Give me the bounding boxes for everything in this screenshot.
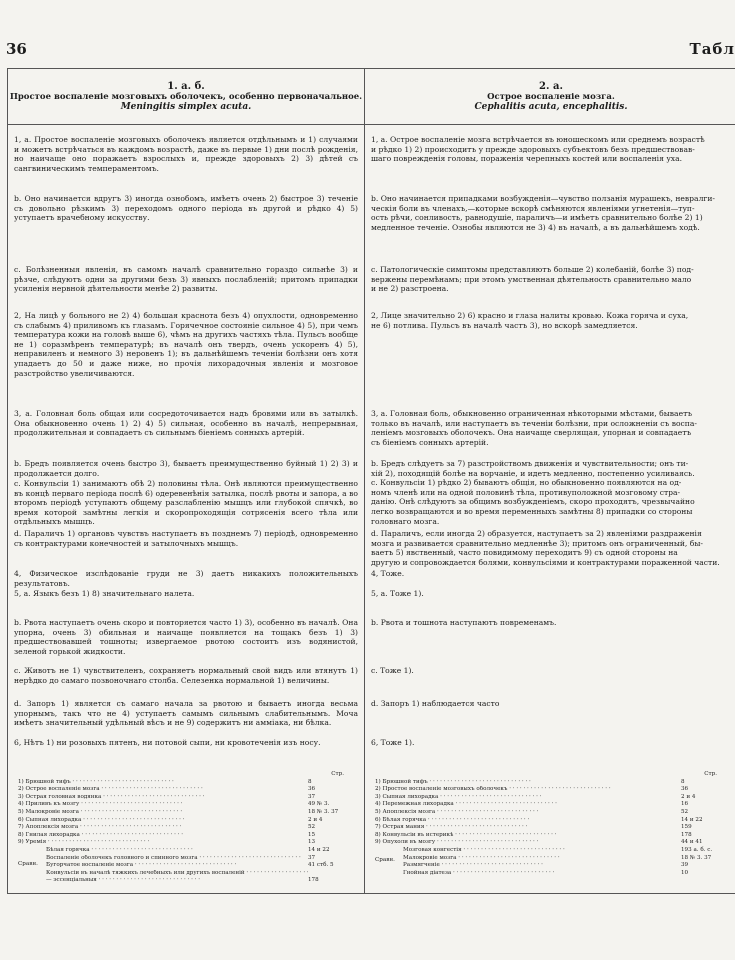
list-item	[375, 779, 729, 787]
ref-page: 8	[681, 778, 685, 785]
left-para-2: 2, На лицѣ у больного не 2) 4) большая краснота безъ 4) опухлости, одновременно съ слабымъ 4) приливомъ къ глазамъ. Горячечное состояніе сильное 4) 5), при чемъ температура кожи на головѣ выше 6), чѣмъ на другихъ частяхъ тѣла. Пульсъ вообще не 1) соразмѣренъ температурѣ; въ началѣ онъ твердъ, очень ускоренъ 4) 5), неправиленъ и немного 3) неровенъ 1); въ дальнѣйшемъ теченіи болѣзни онъ хотя упадаетъ до 50 и даже ниже, но прочія лихорадочныя явленія и мозговое разстройство увеличиваются.	[14, 311, 358, 378]
list-item	[18, 786, 356, 794]
right-section-number: 2. а.	[539, 81, 563, 92]
right-para-5a: 5, а. Тоже 1).	[371, 589, 424, 598]
ref-name: 4) Перемежная лихорадка · · ·	[375, 801, 681, 809]
left-para-5c: c. Животъ не 1) чувствителенъ, сохраняетъ нормальный свой видъ или втянутъ 1) нерѣдко до самаго позвоночнаго столба. Селезенка нормальной 1) величины.	[14, 666, 358, 685]
left-para-1a: 1, а. Простое воспаленіе мозговыхъ оболочекъ является отдѣльнымъ и 1) случаями и можетъ встрѣчаться въ каждомъ возрастѣ, даже въ первые 1) дни послѣ рожденія, но наичаще оно поражаетъ взрослыхъ и, прежде здоровыхъ 2) 3) дѣтей съ сангвиническимъ темпераментомъ.	[14, 135, 358, 173]
ref-name: Воспаленіе оболочекъ головного и спинного мозга · · ·	[46, 855, 308, 863]
list-item	[375, 862, 729, 870]
ref-page: 49 № 3.	[308, 801, 330, 808]
ref-name: 7) Острая мания · · ·	[375, 824, 681, 832]
list-item	[375, 839, 729, 847]
list-item	[375, 870, 729, 878]
list-item	[18, 824, 356, 832]
list-item	[375, 817, 729, 825]
list-item	[18, 862, 356, 870]
list-item	[375, 809, 729, 817]
ref-name: — эссенціальныя · · ·	[46, 877, 308, 885]
list-item	[375, 794, 729, 802]
ref-name: 1) Брюшной тифъ · · ·	[375, 779, 681, 787]
list-item	[18, 847, 356, 855]
ref-page: 159	[681, 824, 692, 831]
ref-page: 52	[308, 824, 316, 831]
left-para-5d: d. Запоръ 1) является съ самаго начала за рвотою и бываетъ иногда весьма упорнымъ, такъ что не 4) уступаетъ самымъ сильнымъ слабительнымъ. Моча имѣетъ значительный удѣльный вѣсъ и не 9) содержитъ ни амміака, ни бѣлка.	[14, 699, 358, 728]
list-item	[375, 801, 729, 809]
comparison-table	[7, 68, 735, 894]
list-item	[18, 817, 356, 825]
list-item	[375, 855, 729, 863]
ref-page: 15	[308, 831, 316, 838]
ref-page: 193 а. б. с.	[681, 846, 713, 853]
left-para-1c: c. Болѣзненныя явленія, въ самомъ началѣ сравнительно гораздо сильнѣе 3) и рѣзче, слѣдуютъ одни за другими безъ 3) явныхъ послабленій; притомъ припадки усиленія нервной дѣятельности менѣе 2) развиты.	[14, 265, 358, 294]
ref-page: 16	[681, 801, 689, 808]
ref-page: 2 и 4	[308, 816, 323, 823]
left-section-latin-title: Meningitis simplex acuta.	[120, 102, 252, 112]
page-number: 36	[6, 40, 27, 58]
right-section-latin-title: Cephalitis acuta, encephalitis.	[474, 102, 628, 112]
list-item	[18, 839, 356, 847]
right-para-2: 2, Лице значительно 2) 6) красно и глаза налиты кровью. Кожа горяча и суха, не 6) потлива. Пульсъ въ началѣ частъ 3), но вскорѣ замедляется.	[371, 311, 689, 330]
left-column	[8, 69, 364, 893]
left-para-3a: 3, а. Головная боль общая или сосредоточивается надъ бровями или въ затылкѣ. Она обыкновенно очень 1) 2) 4) 5) сильная, особенно въ началѣ, непрерывная, продолжительная и совпадаетъ съ сильнымъ біеніемъ сонныхъ артерій.	[14, 409, 358, 438]
ref-page: 52	[681, 808, 689, 815]
right-para-1b: b. Оно начинается припадками возбужденія—чувство ползанія мурашекъ, невралги- ческія боли въ членахъ,—которые вскорѣ смѣняются явленіями угнетенія—туп- ость рѣчи, сонливость, равнодушіе, параличъ—и имѣетъ сравнительно болѣе 2) 1) медленное теченіе. Ознобы являются не 3) 4) въ началѣ, а въ дальнѣйшемъ ходѣ.	[371, 194, 716, 232]
ref-page: 36	[681, 786, 689, 793]
ref-page: 8	[308, 778, 312, 785]
list-item	[375, 832, 729, 840]
right-para-1c: c. Патологическіе симптомы представляютъ больше 2) колебаній, болѣе 3) под- вержены перемѣнамъ; при этомъ умственная дѣятельность сравнительно мало и не 2) разстроена.	[371, 265, 694, 294]
ref-name: 1) Брюшной тифъ · · ·	[18, 779, 308, 787]
ref-name: 8) Гнилая лихорадка · · ·	[18, 832, 308, 840]
right-para-5b: b. Рвота и тошнота наступаютъ повременамъ.	[371, 618, 557, 627]
list-item	[18, 870, 356, 878]
left-para-4: 4, Физическое изслѣдованіе груди не 3) даетъ никакихъ положительныхъ результатовъ.	[14, 569, 358, 588]
ref-name: 8) Конвульсіи въ истерикѣ · · ·	[375, 832, 681, 840]
ref-name: 5) Малокровіе мозга · · ·	[18, 809, 308, 817]
right-references	[375, 771, 729, 877]
right-para-3d: d. Параличъ, если иногда 2) образуется, наступаетъ за 2) явленіями раздраженія мозга и развивается сравнительно медленнѣе 3); притомъ онъ ограниченный, бы- ваетъ 5) явственный, часто повидимому переходитъ 9) съ одной стороны на другую и сопровождается болями, конвульсіями и контрактурами пораженной части.	[371, 529, 720, 567]
right-para-5d: d. Запоръ 1) наблюдается часто	[371, 699, 500, 708]
ref-page: 14 и 22	[681, 816, 703, 823]
list-item	[18, 855, 356, 863]
left-refs-compare-label: Сравн.	[18, 860, 38, 867]
ref-page: 10	[681, 869, 689, 876]
ref-page: 37	[308, 793, 316, 800]
list-item	[18, 794, 356, 802]
ref-name: 3) Сыпная лихорадка · · ·	[375, 794, 681, 802]
right-section-title: Острое воспаленіе мозга.	[487, 92, 615, 102]
ref-name: Размягченіе · · ·	[403, 862, 681, 870]
list-item	[18, 832, 356, 840]
left-para-6: 6, Нѣтъ 1) ни розовыхъ пятенъ, ни потовой сыпи, ни кровотеченія изъ носу.	[14, 738, 321, 747]
left-para-3c: c. Конвульсіи 1) занимаютъ обѣ 2) половины тѣла. Онѣ являются преимущественно въ концѣ перваго періода послѣ 6) одеревенѣнія затылка, послѣ рвоты и запора, а во второмъ періодѣ уступаютъ общему разслабленію мышцъ или глубокой спячкѣ, во время которой замѣтны легкія и скоропроходящія сотрясенія всего тѣла или отдѣльныхъ мышцъ.	[14, 479, 358, 527]
left-refs-header: Стр.	[331, 771, 344, 777]
left-para-3d: d. Параличъ 1) органовъ чувствъ наступаетъ въ позднемъ 7) періодѣ, одновременно съ контрактурами конечностей и затылочныхъ мышцъ.	[14, 529, 358, 548]
left-para-5a: 5, а. Языкъ безъ 1) 8) значительнаго налета.	[14, 589, 195, 598]
ref-page: 41 стб. 5	[308, 862, 334, 869]
list-item	[18, 801, 356, 809]
list-item	[18, 809, 356, 817]
ref-page: 14 и 22	[308, 846, 330, 853]
ref-name: Бугорчатое воспаленіе мозга · · ·	[46, 862, 308, 870]
right-para-1a: 1, а. Острое воспаленіе мозга встрѣчается въ юношескомъ или среднемъ возрастѣ и рѣдко 1) 2) происходитъ у прежде здоровыхъ субъектовъ безъ предшествовав- шаго поврежденія головы, пораженія черепныхъ костей или воспаленія уха.	[371, 135, 705, 164]
ref-name: Конвульсіи въ началѣ тяжкихъ лечебныхъ или другихъ воспаленій · · ·	[46, 870, 308, 878]
ref-page: 178	[681, 831, 692, 838]
ref-name: 5) Апоплексія мозга · · ·	[375, 809, 681, 817]
list-item	[375, 786, 729, 794]
left-para-1b: b. Оно начинается вдругъ 3) иногда ознобомъ, имѣетъ очень 2) быстрое 3) теченіе съ довольно рѣзкимъ 3) переходомъ одного періода въ другой и рѣдко 4) 5) уступаетъ врачебному искусству.	[14, 194, 358, 223]
ref-name: 9) Опухоли въ мозгу · · ·	[375, 839, 681, 847]
ref-page: 18 № 3. 37	[681, 854, 712, 861]
ref-name: 4) Приливъ къ мозгу · · ·	[18, 801, 308, 809]
ref-page: 13	[308, 839, 316, 846]
left-para-5b: b. Рвота наступаетъ очень скоро и повторяется часто 1) 3), особенно въ началѣ. Она упорна, очень 3) обильная и наичаще появляется на тощакъ безъ 1) 3) предшествовавшей тошноты; извергаемое рвотою состоитъ изъ водянистой, зеленой горькой жидкости.	[14, 618, 358, 656]
right-para-5c: c. Тоже 1).	[371, 666, 414, 675]
ref-page: 36	[308, 786, 316, 793]
ref-name: Бѣлая горячка · · ·	[46, 847, 308, 855]
ref-name: 9) Уремія · · ·	[18, 839, 308, 847]
left-column-header	[8, 69, 364, 125]
ref-name: Гнойная діатеза · · ·	[403, 870, 681, 878]
list-item	[18, 877, 356, 885]
ref-page	[308, 870, 356, 878]
list-item	[375, 824, 729, 832]
left-section-title: Простое воспаленіе мозговыхъ оболочекъ, особенно первоначальное.	[9, 92, 363, 102]
right-refs-header: Стр.	[704, 771, 717, 777]
ref-name: Мозговая конгестія · · ·	[403, 847, 681, 855]
ref-page: 18 № 3. 37	[308, 808, 339, 815]
left-references	[18, 771, 356, 885]
left-section-number: 1. а. б.	[167, 81, 205, 92]
running-head: Табл	[689, 40, 735, 58]
right-column-header	[365, 69, 735, 125]
ref-name: 7) Апоплексія мозга · · ·	[18, 824, 308, 832]
right-para-6: 6, Тоже 1).	[371, 738, 415, 747]
right-para-4: 4, Тоже.	[371, 569, 405, 578]
right-para-3b: b. Бредъ слѣдуетъ за 7) разстройствомъ движенія и чувствительности; онъ ти- хій 2), походящій болѣе на ворчаніе, и идетъ медленно, постепенно усиливаясь. c. Конвульсіи 1) рѣдко 2) бываютъ общія, но обыкновенно появляются на од- номъ членѣ или на одной половинѣ тѣла, противуположной мозговому стра- данію. Онѣ слѣдуютъ за общимъ возбужденіемъ, скоро проходятъ, чрезвычайно легко возвращаются и во время переменныхъ замѣтны 8) припадки со стороны головнаго мозга.	[371, 459, 695, 526]
ref-page: 37	[308, 854, 316, 861]
list-item	[18, 779, 356, 787]
ref-name: Малокровіе мозга · · ·	[403, 855, 681, 863]
right-column	[364, 69, 735, 893]
ref-name: 3) Острая головная водянка · · ·	[18, 794, 308, 802]
ref-name: 6) Сыпная лихорадка · · ·	[18, 817, 308, 825]
list-item	[375, 847, 729, 855]
left-para-3b: b. Бредъ появляется очень быстро 3), бываетъ преимущественно буйный 1) 2) 3) и продолжается долго.	[14, 459, 358, 478]
right-para-3a: 3, а. Головная боль, обыкновенно ограниченная нѣкоторыми мѣстами, бываетъ только въ началѣ, или наступаетъ въ теченіи болѣзни, при осложненіи съ воспа- леніемъ мозговыхъ оболочекъ. Она наичаще сверлящая, упорная и совпадаетъ съ біеніемъ сонныхъ артерій.	[371, 409, 697, 447]
ref-name: 2) Острое воспаленіе мозга · · ·	[18, 786, 308, 794]
ref-page: 2 и 4	[681, 793, 696, 800]
ref-name: 2) Простое воспаленіе мозговыхъ оболочекъ · · ·	[375, 786, 681, 794]
ref-name: 6) Бѣлая горячка · · ·	[375, 817, 681, 825]
right-refs-compare-label: Сравн.	[375, 856, 395, 863]
ref-page: 178	[308, 877, 319, 884]
ref-page: 44 и 41	[681, 839, 703, 846]
ref-page: 39	[681, 862, 689, 869]
